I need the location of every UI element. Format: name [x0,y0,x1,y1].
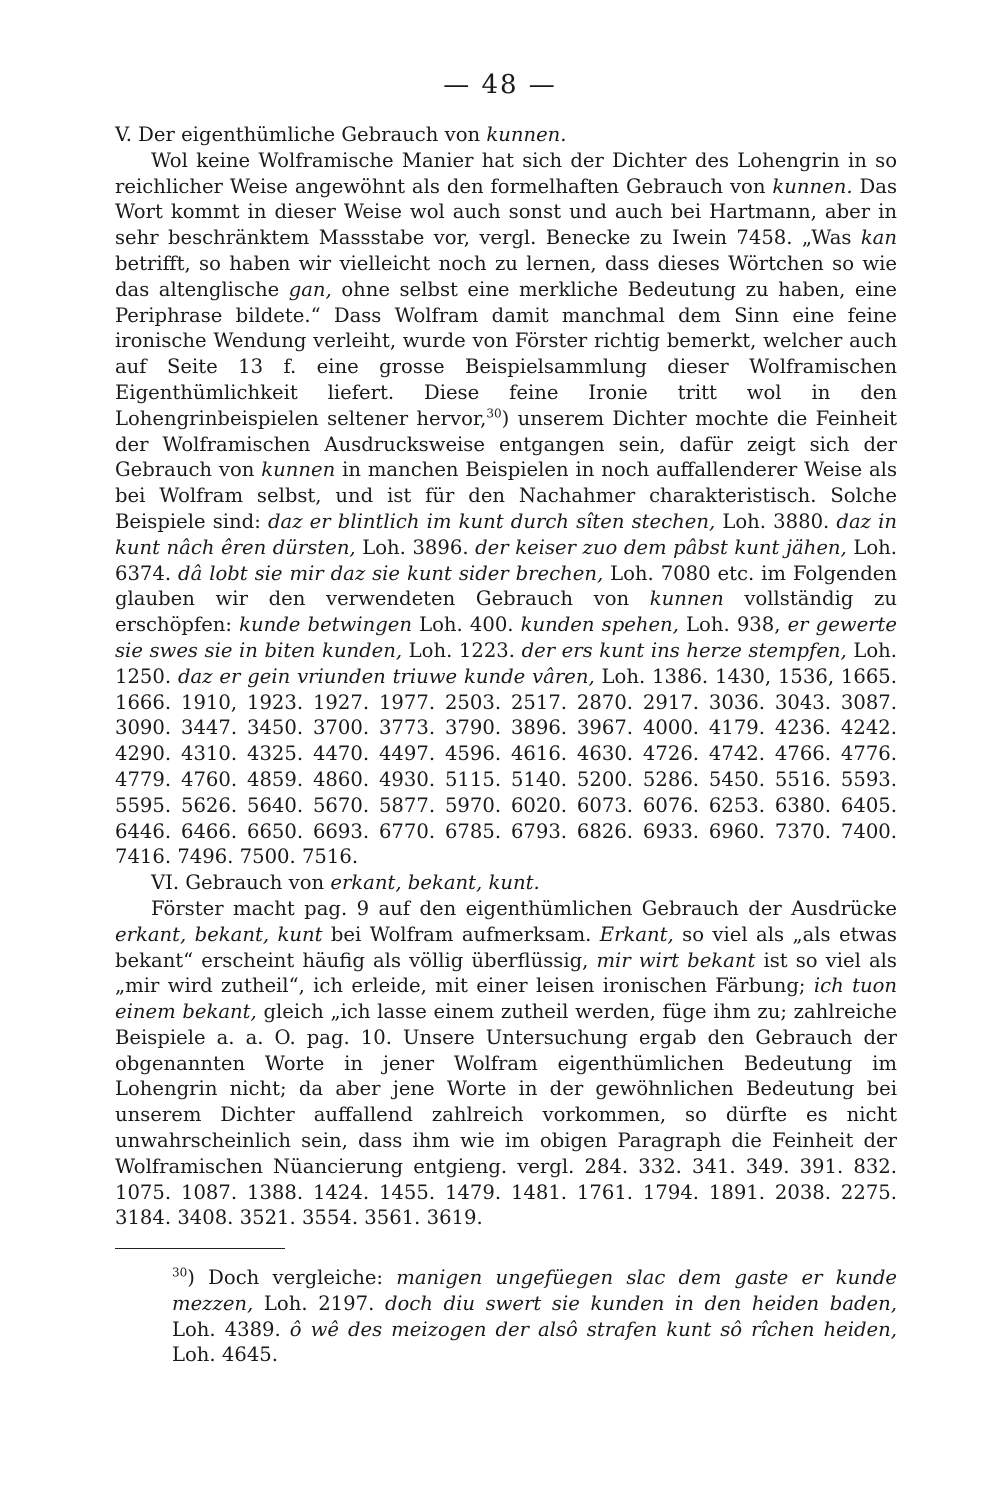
text-run: bei Wolfram aufmerksam. [322,922,600,946]
text-run: in manchen Beispielen in noch auffallenderer Weise als bei Wolfram selbst, und ist für den Nachahmer charakteristisch. Solche Beispiele sind: [115,458,898,533]
line-references: Loh. 1386. 1430, 1536, 1665. 1666. 1910, 1923. 1927. 1977. 2503. 2517. 2870. 2917. 3036. 3043. 3087. 3090. 3447. 3450. 3700. 3773. 3790. 3896. 3967. 4000. 4179. 4236. 4242. 4290. 4310. 4325. 4470. 4497. 4596. 4616. 4630. 4726. 4742. 4766. 4776. 4779. 4760. 4859. 4860. 4930. 5115. 5140. 5200. 5286. 5450. 5516. 5593. 5595. 5626. 5640. 5670. 5877. 5970. 6020. 6073. 6076. 6253. 6380. 6405. 6446. 6466. 6650. 6693. 6770. 6785. 6793. 6826. 6933. 6960. 7370. 7400. 7416. 7496. 7500. 7516. [115,664,898,869]
footnote [172,1265,897,1368]
italic-quote: manigen ungefüegen slac dem gaste er kunde mezzen, [172,1266,898,1315]
main-text [115,122,897,1231]
section-v-heading-term: kunnen. [486,123,567,146]
italic-quote: er gewerte sie swes sie in biten kunden, [115,613,898,662]
italic-quote: kunden spehen, [520,613,679,637]
page-number: — 48 — [443,70,557,100]
text-run: Loh. 2197. [253,1291,385,1315]
footnote-reference: 30 [486,406,502,421]
italic-term: kunnen [261,458,336,482]
section-vi-heading-text: VI. Gebrauch von [151,871,331,895]
section-vi-paragraph [115,896,897,1231]
section-v-heading-text: V. Der eigenthümliche Gebrauch von [115,123,487,146]
footnote-divider [115,1248,285,1249]
text-run: vollständig zu erschöpfen: [115,587,897,637]
italic-quote: dâ lobt sie mir daz sie kunt sider brechen, [178,561,604,585]
italic-quote: doch diu swert sie kunden in den heiden baden, [384,1291,897,1315]
section-vi-heading [115,870,897,896]
section-v-heading [115,122,897,148]
italic-quote: ô wê des meizogen der alsô strafen kunt sô rîchen heiden, [289,1317,897,1341]
text-run: Förster macht pag. 9 auf den eigenthümlichen Gebrauch der Ausdrücke [151,896,897,920]
italic-quote: daz in kunt nâch êren dürsten, [115,509,898,559]
italic-quote: der ers kunt ins herze stempfen, [521,638,847,662]
italic-term: gan, [288,277,332,301]
italic-term: kunnen [649,587,724,611]
italic-term: kunnen. [772,174,853,198]
text-run: ) unserem Dichter mochte die Feinheit der Wolframischen Ausdrucksweise entgangen sein, dafür zeigt sich der Gebrauch von [115,406,897,482]
text-run: ist so viel als „mir wird zutheil“, ich erleide, mit einer leisen ironischen Färbung; [115,948,897,998]
text-run: Loh. 400. [411,613,521,637]
text-run: gleich „ich lasse einem zutheil werden, füge ihm zu; zahlreiche Beispiele a. a. O. pag. 10. Unsere Untersuchung ergab den Gebrauch der obgenannten Worte in jener Wolfram eigenthümlichen Bedeutung im Lohengrin nicht; da aber jene Worte in der gewöhnlichen Bedeutung bei unserem Dichter auffallend zahlreich vorkommen, so dürfte es nicht unwahrscheinlich sein, dass ihm wie im obigen Paragraph die Feinheit der Wolframischen Nüancierung entgieng. vergl. 284. 332. 341. 349. 391. 832. 1075. 1087. 1388. 1424. 1455. 1479. 1481. 1761. 1794. 1891. 2038. 2275. 3184. 3408. 3521. 3554. 3561. 3619. [115,1000,897,1230]
footnote-marker: 30 [172,1265,188,1280]
text-run: Loh. 1223. [402,638,522,662]
text-run: betrifft, so haben wir vielleicht noch zu lernen, dass dieses Wörtchen so wie das altenglische [115,251,897,301]
footnote-text [172,1265,897,1368]
italic-term: kan [860,226,897,250]
italic-quote: daz er blintlich im kunt durch sîten stechen, [267,509,716,533]
text-run: Loh. 4389. [172,1317,290,1341]
section-v-paragraph [115,148,897,870]
text-run: Loh. 1250. [115,638,897,688]
text-run: Loh. 3880. [715,509,837,533]
italic-term: Erkant, [599,922,674,946]
text-run: Loh. 7080 etc. im Folgenden glauben wir den verwendeten Gebrauch von [115,561,897,611]
italic-term: mir wirt bekant [596,948,756,972]
text-run: ) Doch vergleiche: [187,1266,397,1289]
text-run: so viel als „als etwas bekant“ erscheint häufig als völlig überflüssig, [115,922,897,972]
italic-quote: daz er gein vriunden triuwe kunde vâren, [177,664,595,688]
text-run: Loh. 6374. [115,535,897,585]
text-run: Loh. 3896. [355,535,476,559]
text-run: Loh. 938, [678,613,788,637]
italic-term: ich tuon einem bekant, [115,974,898,1024]
section-vi-heading-term: erkant, bekant, kunt. [330,871,540,895]
text-run: Loh. 4645. [172,1343,278,1367]
text-run: ohne selbst eine merkliche Bedeutung zu haben, eine Periphrase bildete.“ Dass Wolfram damit manchmal dem Sinn eine feine ironische Wendung verleiht, wurde von Förster richtig bemerkt, welcher auch auf Seite 13 f. eine grosse Beispielsammlung dieser Wolframischen Eigenthümlichkeit liefert. Diese feine Ironie tritt wol in den Lohengrinbeispielen seltener hervor, [115,277,897,430]
italic-quote: kunde betwingen [239,613,412,637]
italic-term: erkant, bekant, kunt [115,922,323,946]
text-run: Wol keine Wolframische Manier hat sich der Dichter des Lohengrin in so reichlicher Weise angewöhnt als den formelhaften Gebrauch von [115,148,897,198]
text-run: Das Wort kommt in dieser Weise wol auch sonst und auch bei Hartmann, aber in sehr beschränktem Massstabe vor, vergl. Benecke zu Iwein 7458. „Was [115,174,897,250]
italic-quote: der keiser zuo dem pâbst kunt jähen, [475,535,847,559]
